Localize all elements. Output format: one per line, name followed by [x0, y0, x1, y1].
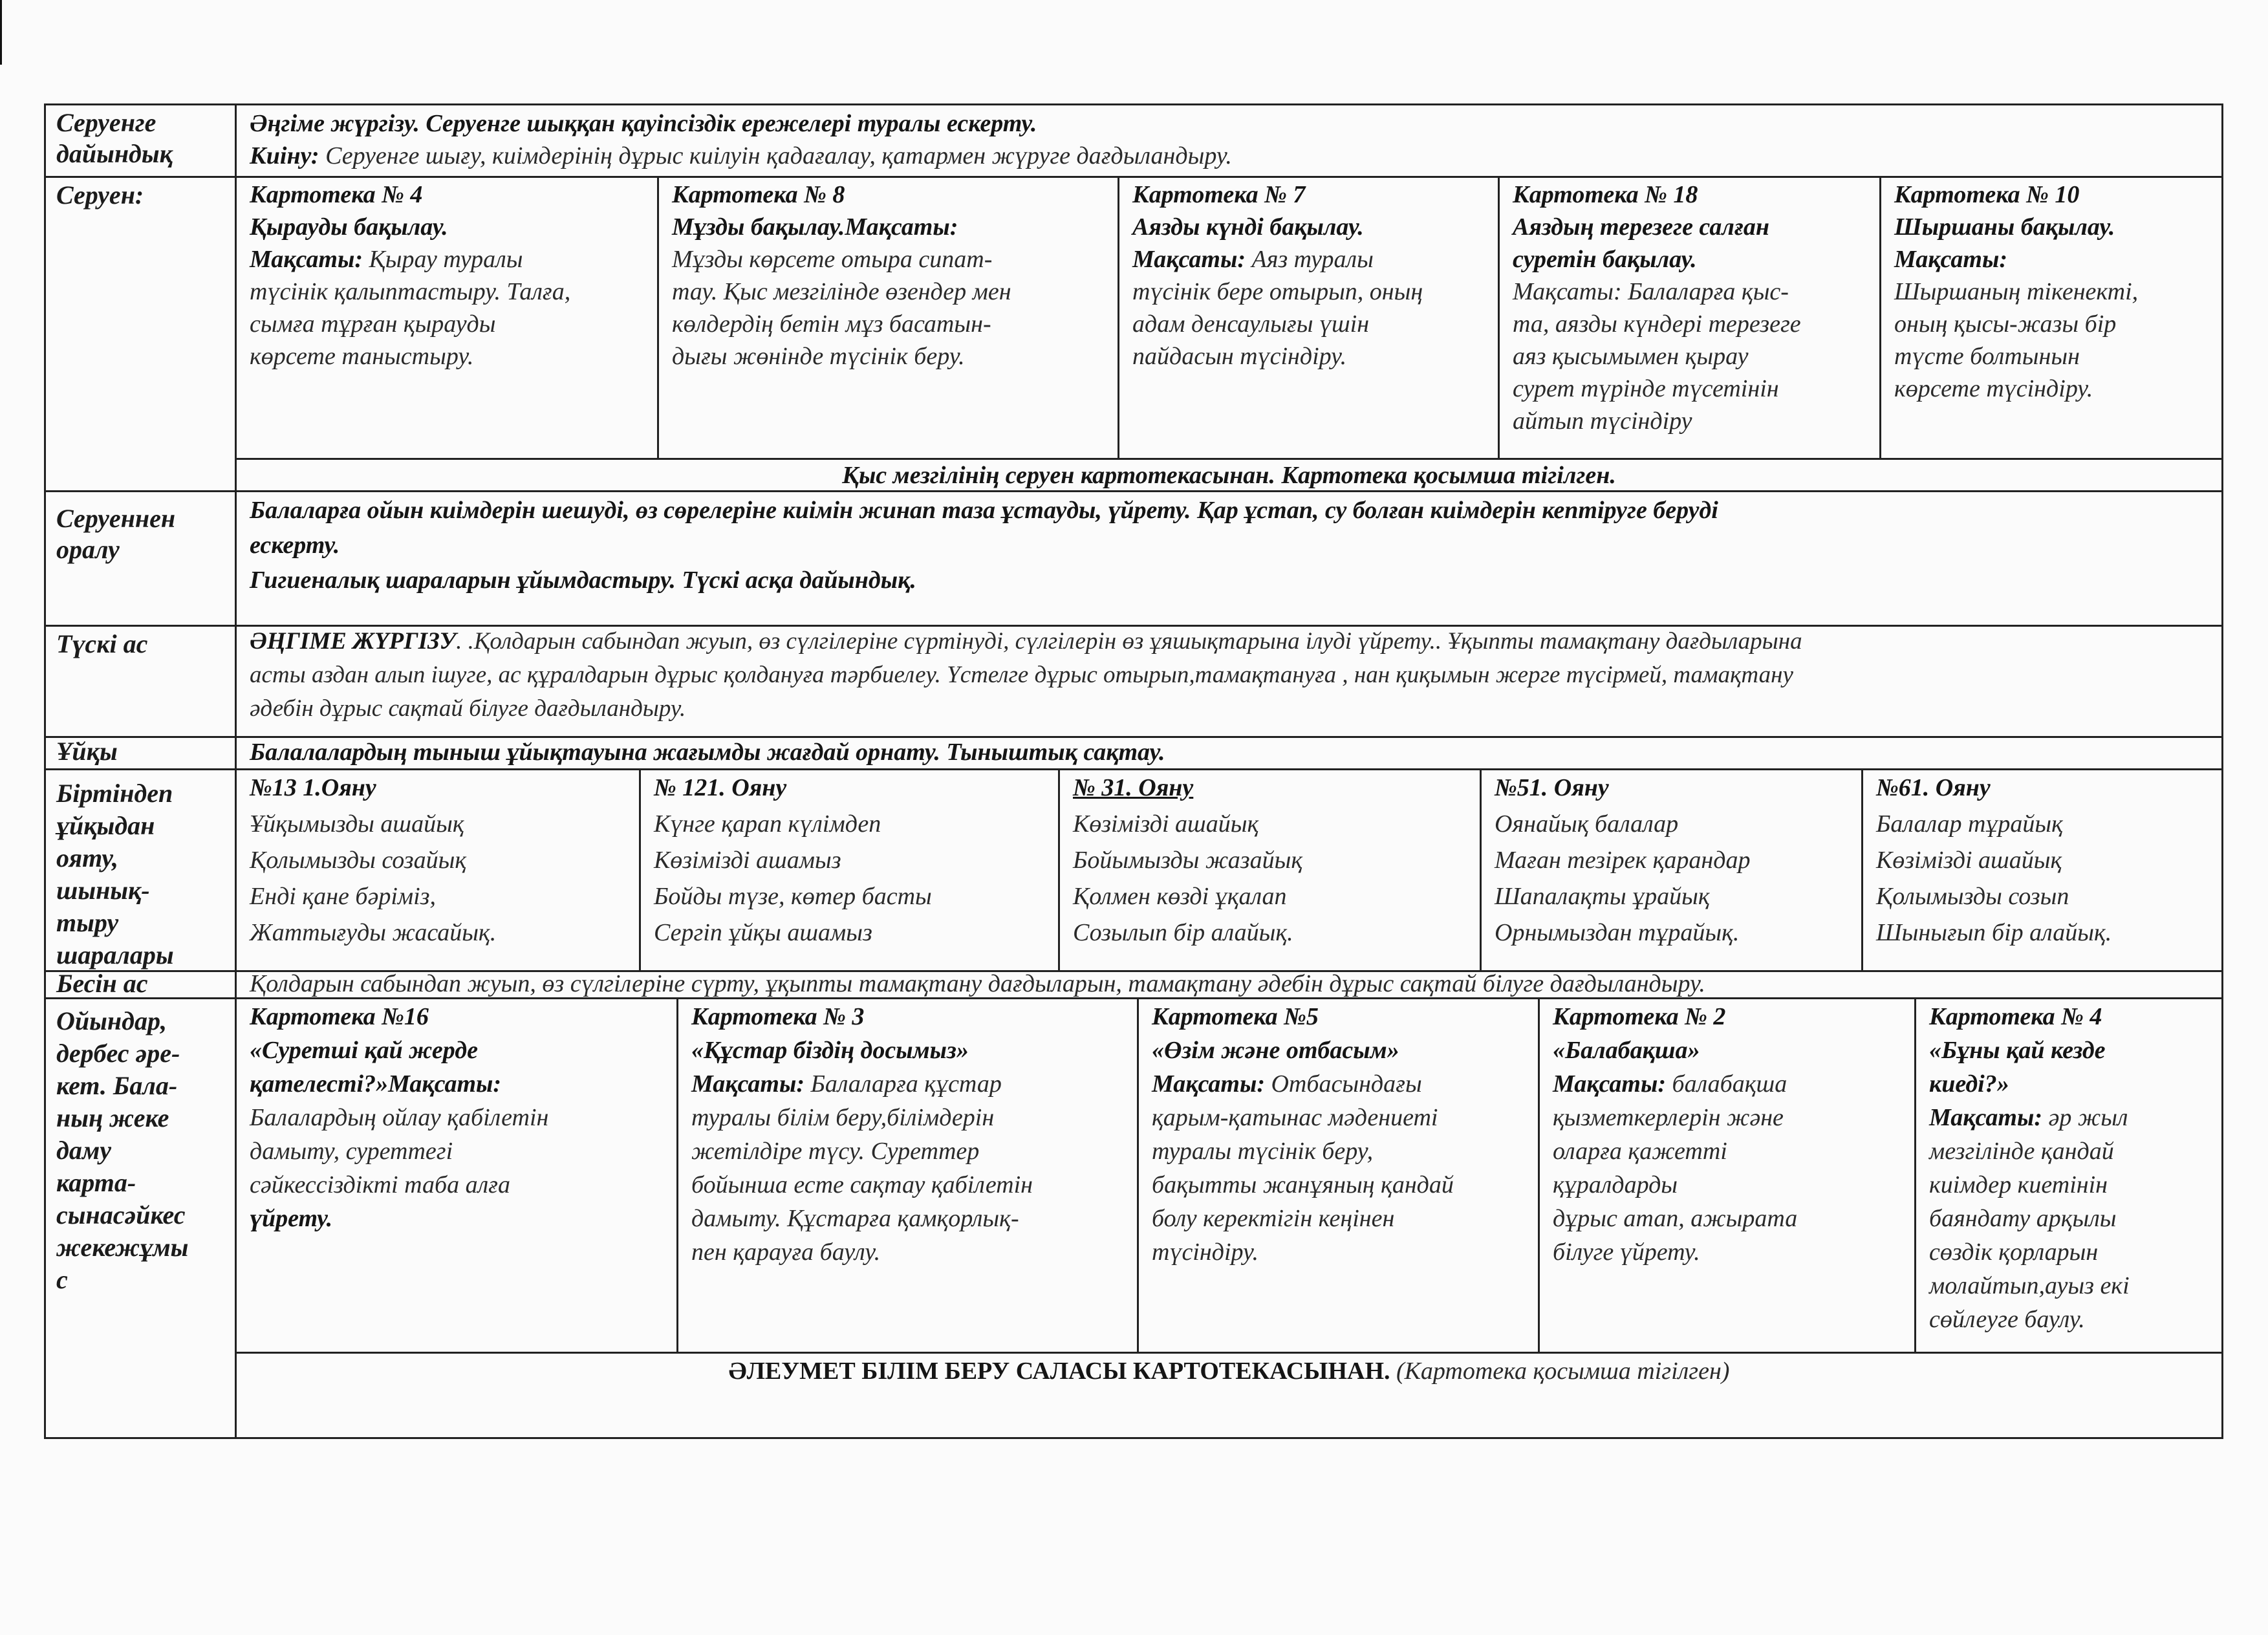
row-label: Ойындар, дербес әре- кет. Бала- ның жеке даму карта- сынасәйкес жекежұмы с [44, 997, 237, 1437]
lunch-heading: ӘҢГІМЕ ЖҮРГІЗУ [250, 628, 457, 655]
games-card-3: Картотека №5 «Өзім және отбасым» Мақсаты: Отбасындағы қарым-қатынас мәдениеті туралы түсінік беру, бақытты жанұяның қандай болу керектігін кеңінен түсіндіру. [1137, 997, 1538, 1352]
return-line-1: Балаларға ойын киімдерін шешуді, өз сөрелеріне киімін жинап таза ұстауды, үйрету. Қар ұстап, су болған киімдерін кептіруге беруді [250, 497, 1718, 524]
row-label: Серуен: [44, 176, 237, 490]
row-label: Серуеннен оралу [44, 490, 237, 625]
return-line-3: Гигиеналық шараларын ұйымдастыру. Түскі асқа дайындық. [250, 567, 916, 594]
sleep-text: Балалалардың тыныш ұйықтауына жағымды жағдай орнату. Тыныштық сақтау. [250, 739, 1165, 766]
wake-card-4: №51. Ояну Оянайық балалар Маған тезірек қарандар Шапалақты ұрайық Орнымыздан тұрайық. [1480, 768, 1861, 970]
wake-card-3: № 31. Ояну Көзімізді ашайық Бойымызды жазайық Қолмен көзді ұқалап Созылып бір алайық. [1058, 768, 1480, 970]
row-label: Ұйқы [44, 736, 237, 768]
wake-card-1: №13 1.Ояну Ұйқымызды ашайық Қолымызды созайық Енді қане бәріміз, Жаттығуды жасайық. [250, 774, 497, 946]
games-card-5: Картотека № 4 «Бұны қай кезде киеді?» Мақсаты: әр жыл мезгілінде қандай киімдер киетінін баяндату арқылы сөздік қорларын молайтып,ауыз екі сөйлеуге баулу. [1914, 997, 2221, 1352]
prep-dress-text: Серуенге шығу, киімдерінің дұрыс киілуін қадағалау, қатармен жүруге дағдыландыру. [319, 142, 1232, 169]
wake-card-2: № 121. Ояну Күнге қарап күлімдеп Көзімізді ашамыз Бойды түзе, көтер басты Сергіп ұйқы ашамыз [639, 768, 1058, 970]
row-label: Түскі ас [44, 625, 237, 736]
page-edge-mark [0, 0, 2, 65]
row-return [44, 490, 2223, 625]
row-label: Бесін ас [44, 970, 237, 997]
games-card-1: Картотека №16 «Суретші қай жерде қателесті?»Мақсаты: Балалардың ойлау қабілетін дамыту, суреттегі сәйкессіздікті таба алға үйрету. [250, 1003, 549, 1232]
walk-card-4: Картотека № 18 Аяздың терезеге салған суретін бақылау. Мақсаты: Балаларға қыс- та, аязды күндері терезеге аяз қысымымен қырау сурет түрінде түсетінін айтып түсіндіру [1498, 176, 1879, 458]
games-card-2: Картотека № 3 «Құстар біздің досымыз» Мақсаты: Балаларға құстар туралы білім беру,білімдерін жетілдіре түсу. Суреттер бойынша есте сақтау қабілетін дамыту. Құстарға қамқорлық- пен қарауға баулу. [676, 997, 1137, 1352]
row-sleep [44, 736, 2223, 768]
return-line-2: ескерту. [250, 532, 340, 559]
walk-footer: Қыс мезгілінің серуен картотекасынан. Картотека қосымша тігілген. [842, 462, 1616, 489]
row-games [44, 997, 2223, 1437]
prep-line-1: Әңгіме жүргізу. Серуенге шыққан қауіпсіздік ережелері туралы ескерту. [250, 110, 1037, 137]
row-walk-prep [44, 103, 2223, 176]
row-walk [44, 176, 2223, 490]
games-card-4: Картотека № 2 «Балабақша» Мақсаты: балабақша қызметкерлерін және оларға қажетті құралдарды дұрыс атап, ажырата білуге үйрету. [1538, 997, 1914, 1352]
snack-text: Қолдарын сабындап жуып, өз сүлгілеріне сүрту, ұқыпты тамақтану дағдыларын, тамақтану әдебін дұрыс сақтай білуге дағдыландыру. [250, 970, 1705, 997]
walk-card-1: Картотека № 4 Қырауды бақылау. Мақсаты: Қырау туралы түсінік қалыптастыру. Талға, сымға тұрған қырауды көрсете таныстыру. [250, 181, 571, 370]
row-label: Серуенге дайындық [44, 103, 237, 176]
table-bottom-border [44, 1437, 2223, 1439]
wake-card-5: №61. Ояну Балалар тұрайық Көзімізді ашайық Қолымызды созып Шынығып бір алайық. [1861, 768, 2221, 970]
walk-card-5: Картотека № 10 Шыршаны бақылау. Мақсаты: Шыршаның тікенекті, оның қысы-жазы бір түсте болтынын көрсете түсіндіру. [1879, 176, 2221, 458]
row-lunch: Түскі ас ӘҢГІМЕ ЖҮРГІЗУ. .Қолдарын сабындап жуып, өз сүлгілеріне сүртінуді, сүлгілерін өз ұяшықтарына ілуді үйрету.. Ұқыпты тамақтану дағдыларына асты аздан алып ішуге, ас құралдарын дұрыс қолдануға тәрбиелеу. Үстелге дұрыс отырып,тамақтануға , нан қиқымын жерге түсірмей, тамақтану әдебін дұрыс сақтай білуге дағдыландыру. [44, 625, 2223, 736]
games-footer: ӘЛЕУМЕТ БІЛІМ БЕРУ САЛАСЫ КАРТОТЕКАСЫНАН. (Картотека қосымша тігілген) [728, 1358, 1730, 1385]
row-wake [44, 768, 2223, 970]
walk-card-3: Картотека № 7 Аязды күнді бақылау. Мақсаты: Аяз туралы түсінік бере отырып, оның адам денсаулығы үшін пайдасын түсіндіру. [1118, 176, 1498, 458]
row-snack [44, 970, 2223, 997]
walk-card-2: Картотека № 8 Мұзды бақылау.Мақсаты: Мұзды көрсете отыра сипат- тау. Қыс мезгілінде өзендер мен көлдердің бетін мұз басатын- дығы жөнінде түсінік беру. [657, 176, 1118, 458]
row-label: Біртіндеп ұйқыдан ояту, шынық- тыру шаралары [44, 768, 237, 970]
prep-dress-label: Киіну: [250, 142, 319, 169]
